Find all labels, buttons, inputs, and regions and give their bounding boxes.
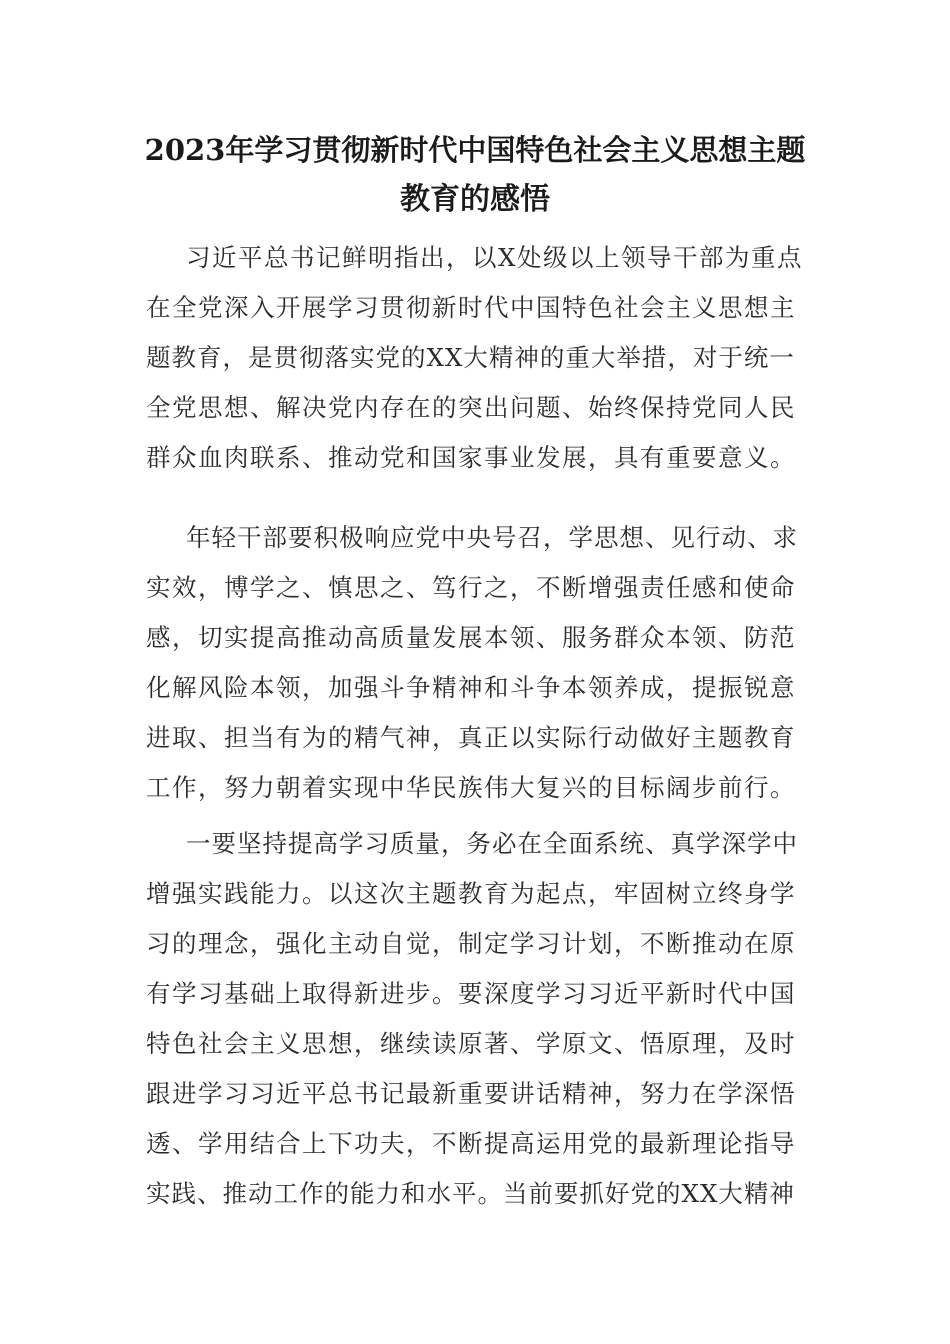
paragraph-line: 全党思想、解决党内存在的突出问题、始终保持党同人民 xyxy=(146,393,796,422)
paragraph-line: 实践、推动工作的能力和水平。当前要抓好党的XX大精神 xyxy=(146,1179,795,1208)
paragraph-line: 跟进学习习近平总书记最新重要讲话精神，努力在学深悟 xyxy=(146,1079,796,1108)
paragraph-line: 题教育，是贯彻落实党的XX大精神的重大举措，对于统一 xyxy=(146,343,795,372)
paragraph-3 xyxy=(146,819,806,1219)
paragraph-line: 有学习基础上取得新进步。要深度学习习近平新时代中国 xyxy=(146,979,796,1008)
paragraph-line: 群众血肉联系、推动党和国家事业发展，具有重要意义。 xyxy=(146,443,796,472)
paragraph-2 xyxy=(146,513,806,813)
paragraph-line: 透、学用结合上下功夫，不断提高运用党的最新理论指导 xyxy=(146,1129,796,1158)
paragraph-line: 增强实践能力。以这次主题教育为起点，牢固树立终身学 xyxy=(146,879,796,908)
paragraph-line: 实效，博学之、慎思之、笃行之，不断增强责任感和使命 xyxy=(146,573,796,602)
paragraph-line: 一要坚持提高学习质量，务必在全面系统、真学深学中 xyxy=(186,829,798,858)
paragraph-line: 年轻干部要积极响应党中央号召，学思想、见行动、求 xyxy=(186,523,798,552)
paragraph-line: 特色社会主义思想，继续读原著、学原文、悟原理，及时 xyxy=(146,1029,796,1058)
paragraph-line: 工作，努力朝着实现中华民族伟大复兴的目标阔步前行。 xyxy=(146,773,796,802)
paragraph-line: 化解风险本领，加强斗争精神和斗争本领养成，提振锐意 xyxy=(146,673,796,702)
document-title-line-1: 2023年学习贯彻新时代中国特色社会主义思想主题 xyxy=(144,133,806,167)
paragraph-line: 习的理念，强化主动自觉，制定学习计划，不断推动在原 xyxy=(146,929,796,958)
paragraph-line: 感，切实提高推动高质量发展本领、服务群众本领、防范 xyxy=(146,623,796,652)
document-title-line-2: 教育的感悟 xyxy=(400,182,550,217)
paragraph-line: 进取、担当有为的精气神，真正以实际行动做好主题教育 xyxy=(146,723,796,752)
paragraph-line: 在全党深入开展学习贯彻新时代中国特色社会主义思想主 xyxy=(146,293,796,322)
paragraph-line: 习近平总书记鲜明指出，以X处级以上领导干部为重点 xyxy=(186,243,803,272)
paragraph-1 xyxy=(146,233,806,483)
